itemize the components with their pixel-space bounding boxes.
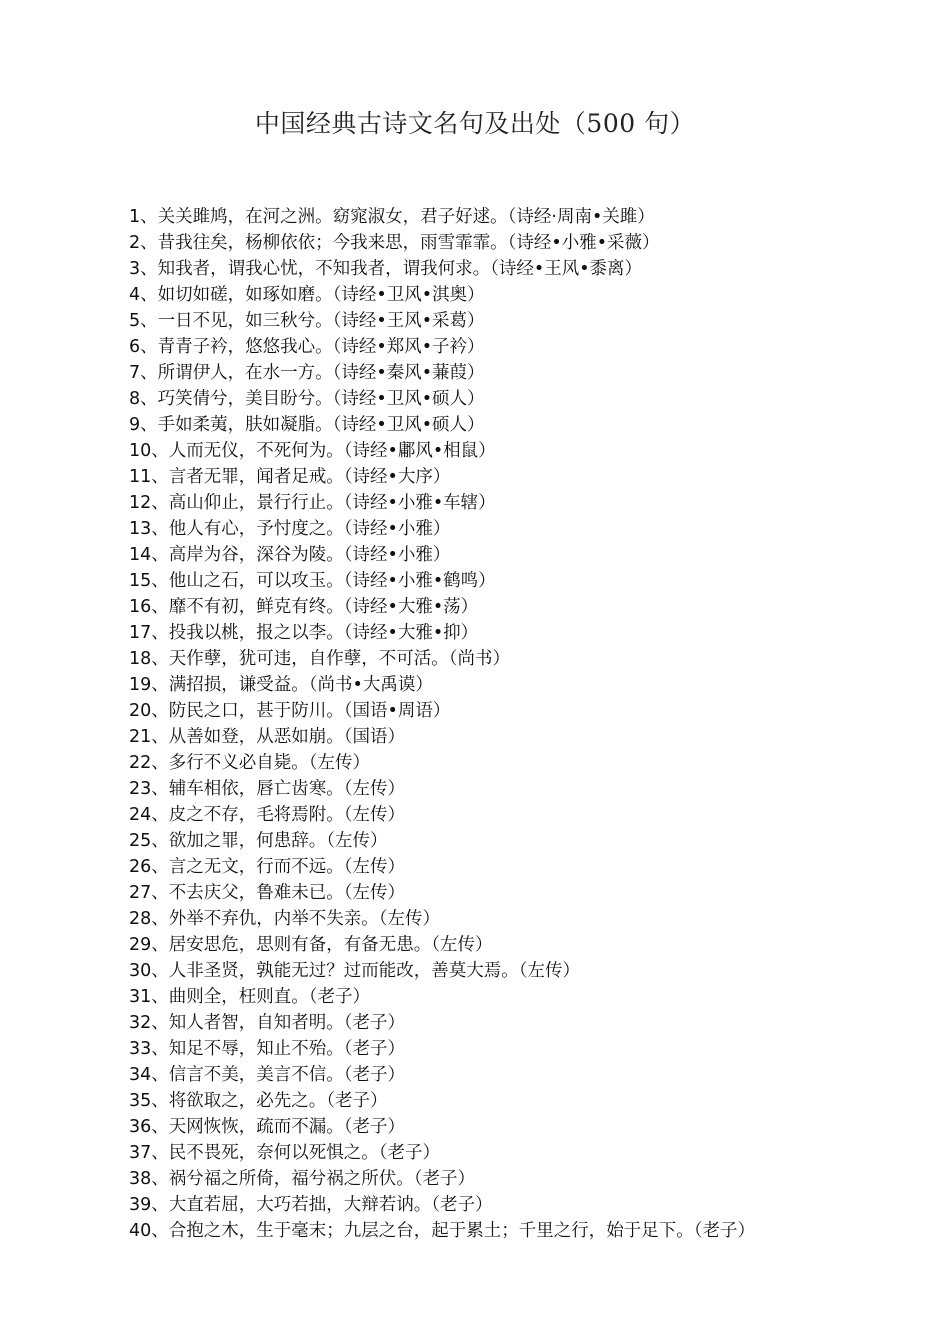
quote-line: 18、天作孽，犹可违，自作孽，不可活。（尚书） — [129, 649, 511, 669]
quote-line: 20、防民之口，甚于防川。（国语•周语） — [129, 701, 451, 721]
quote-line: 17、投我以桃，报之以李。（诗经•大雅•抑） — [129, 623, 479, 643]
quote-line: 11、言者无罪，闻者足戒。（诗经•大序） — [129, 467, 451, 487]
quote-list — [129, 204, 929, 1244]
quote-line: 27、不去庆父，鲁难未已。（左传） — [129, 883, 406, 903]
quote-line: 3、知我者，谓我心忧，不知我者，谓我何求。（诗经•王风•黍离） — [129, 259, 643, 279]
quote-line: 30、人非圣贤，孰能无过？过而能改，善莫大焉。（左传） — [129, 961, 581, 981]
quote-line: 16、靡不有初，鲜克有终。（诗经•大雅•荡） — [129, 597, 479, 617]
quote-line: 6、青青子衿，悠悠我心。（诗经•郑风•子衿） — [129, 337, 485, 357]
quote-line: 28、外举不弃仇，内举不失亲。（左传） — [129, 909, 441, 929]
quote-line: 33、知足不辱，知止不殆。（老子） — [129, 1039, 406, 1059]
quote-line: 4、如切如磋，如琢如磨。（诗经•卫风•淇奥） — [129, 285, 485, 305]
quote-line: 5、一日不见，如三秋兮。（诗经•王风•采葛） — [129, 311, 485, 331]
document-title: 中国经典古诗文名句及出处（500 句） — [254, 109, 696, 138]
quote-line: 25、欲加之罪，何患辞。（左传） — [129, 831, 388, 851]
quote-line: 36、天网恢恢，疏而不漏。（老子） — [129, 1117, 406, 1137]
quote-line: 19、满招损，谦受益。（尚书•大禹谟） — [129, 675, 433, 695]
quote-line: 14、高岸为谷，深谷为陵。（诗经•小雅） — [129, 545, 451, 565]
quote-line: 26、言之无文，行而不远。（左传） — [129, 857, 406, 877]
quote-line: 15、他山之石，可以攻玉。（诗经•小雅•鹤鸣） — [129, 571, 496, 591]
quote-line: 37、民不畏死，奈何以死惧之。（老子） — [129, 1143, 441, 1163]
quote-line: 8、巧笑倩兮，美目盼兮。（诗经•卫风•硕人） — [129, 389, 485, 409]
quote-line: 13、他人有心，予忖度之。（诗经•小雅） — [129, 519, 451, 539]
quote-line: 24、皮之不存，毛将焉附。（左传） — [129, 805, 406, 825]
quote-line: 2、昔我往矣，杨柳依依；今我来思，雨雪霏霏。（诗经•小雅•采薇） — [129, 233, 660, 253]
quote-line: 9、手如柔荑，肤如凝脂。（诗经•卫风•硕人） — [129, 415, 485, 435]
quote-line: 39、大直若屈，大巧若拙，大辩若讷。（老子） — [129, 1195, 493, 1215]
quote-line: 7、所谓伊人，在水一方。（诗经•秦风•蒹葭） — [129, 363, 485, 383]
quote-line: 23、辅车相依，唇亡齿寒。（左传） — [129, 779, 406, 799]
quote-line: 35、将欲取之，必先之。（老子） — [129, 1091, 388, 1111]
quote-line: 31、曲则全，枉则直。（老子） — [129, 987, 371, 1007]
quote-line: 22、多行不义必自毙。（左传） — [129, 753, 371, 773]
quote-line: 40、合抱之木，生于毫末；九层之台，起于累土；千里之行，始于足下。（老子） — [129, 1221, 756, 1241]
quote-line: 29、居安思危，思则有备，有备无患。（左传） — [129, 935, 493, 955]
quote-line: 12、高山仰止，景行行止。（诗经•小雅•车辖） — [129, 493, 496, 513]
quote-line: 38、祸兮福之所倚，福兮祸之所伏。（老子） — [129, 1169, 476, 1189]
quote-line: 32、知人者智，自知者明。（老子） — [129, 1013, 406, 1033]
quote-line: 1、关关雎鸠，在河之洲。窈窕淑女，君子好逑。（诗经·周南•关雎） — [129, 207, 655, 227]
quote-line: 21、从善如登，从恶如崩。（国语） — [129, 727, 406, 747]
quote-line: 34、信言不美，美言不信。（老子） — [129, 1065, 406, 1085]
quote-line: 10、人而无仪，不死何为。（诗经•鄘风•相鼠） — [129, 441, 496, 461]
